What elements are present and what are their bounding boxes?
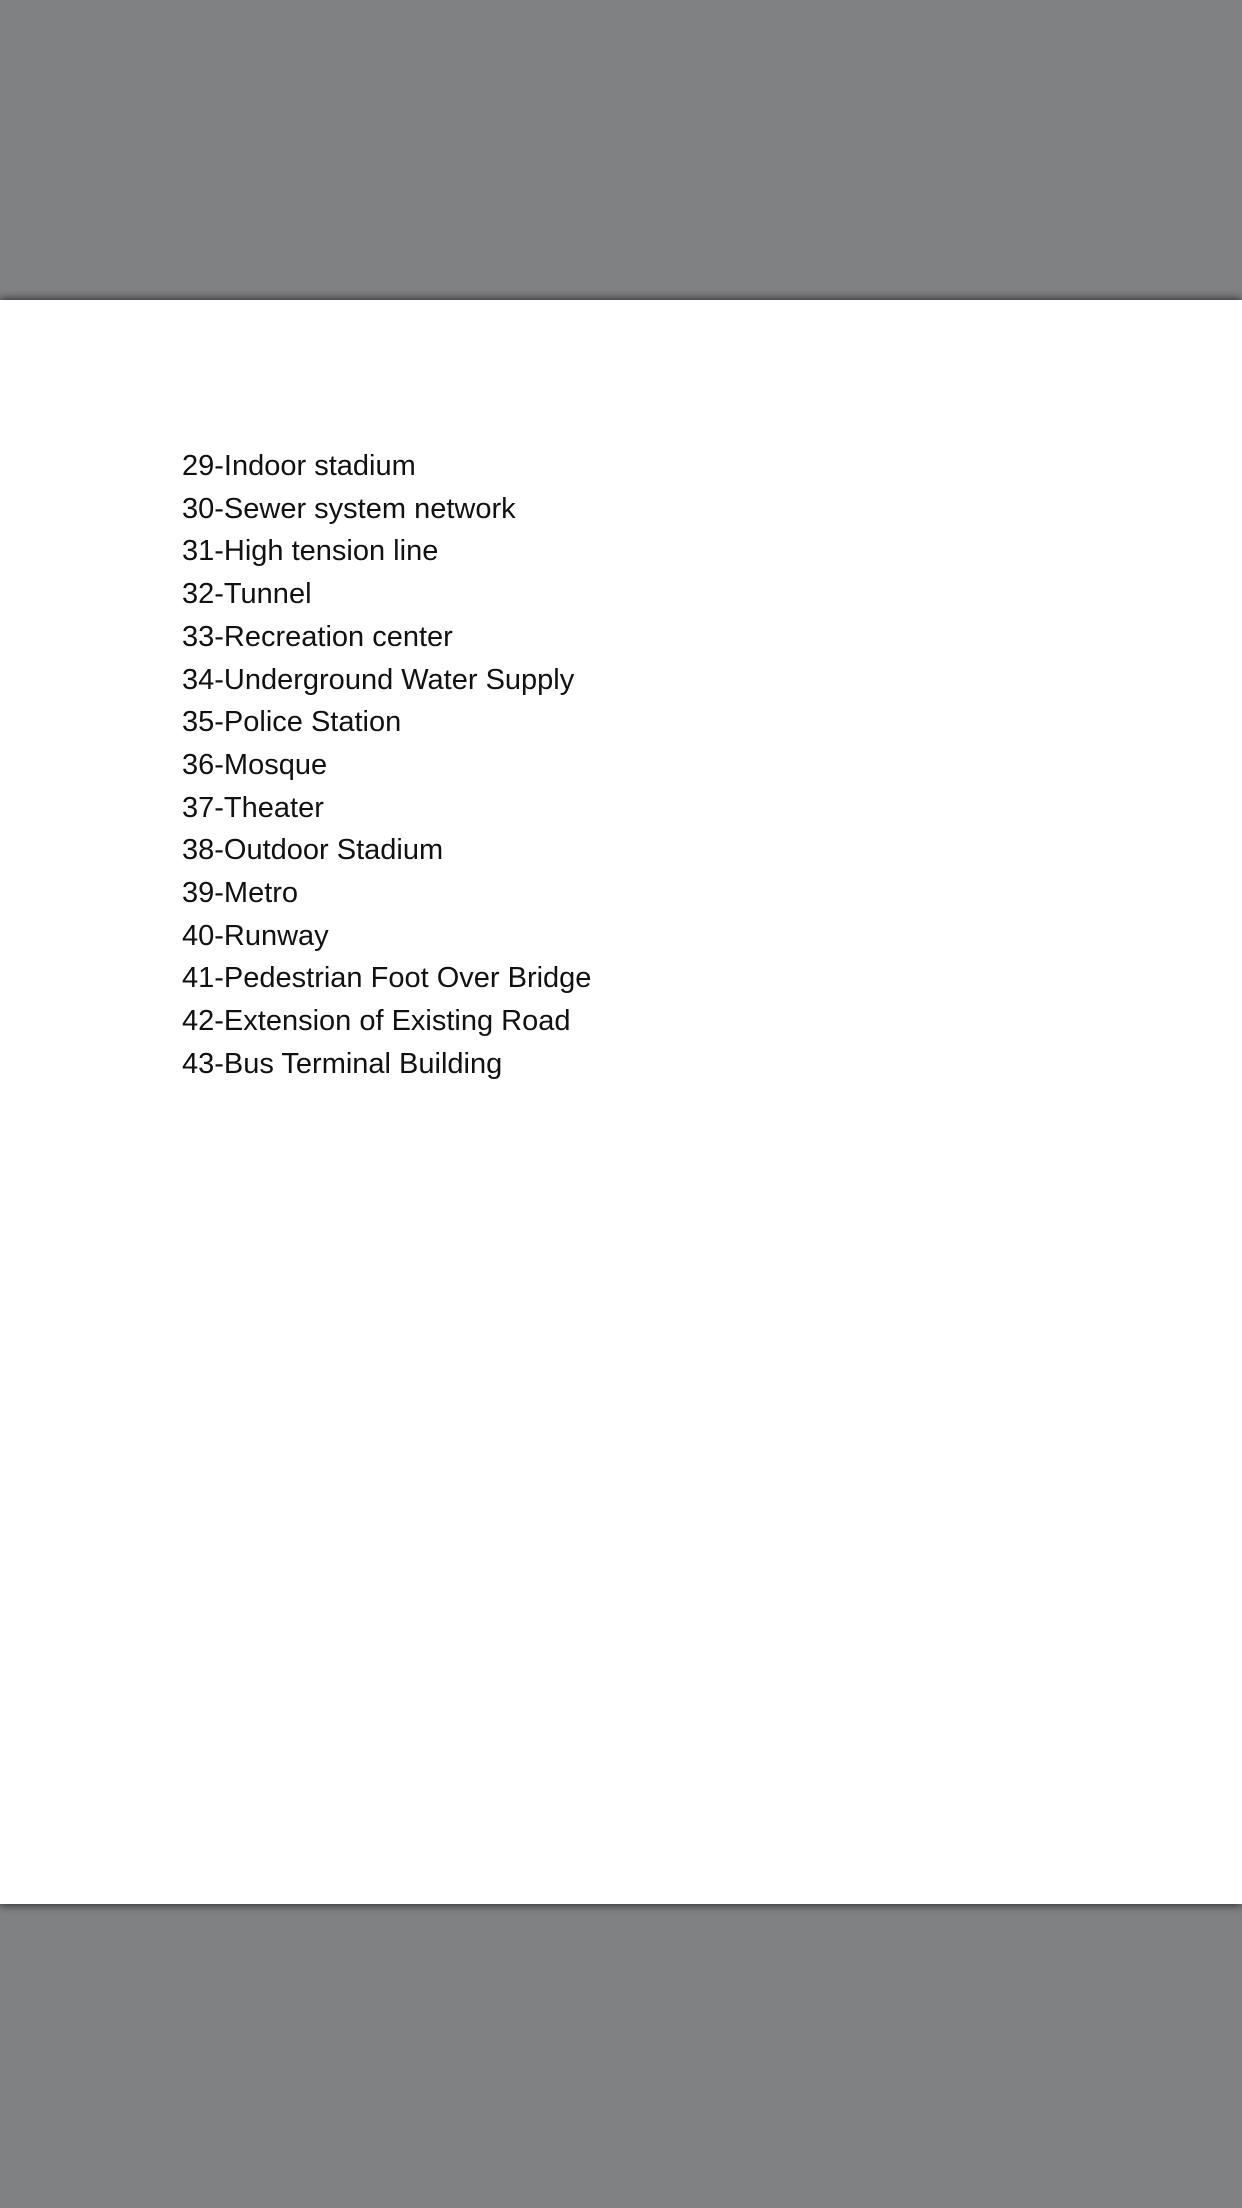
list-item: 43-Bus Terminal Building	[182, 1047, 503, 1080]
list-item: 40-Runway	[182, 919, 329, 952]
list-item: 41-Pedestrian Foot Over Bridge	[182, 962, 592, 995]
list-item: 32-Tunnel	[182, 578, 312, 611]
list-item: 37-Theater	[182, 791, 324, 824]
item-list	[182, 445, 591, 1086]
document-page[interactable]	[0, 300, 1242, 1904]
list-item: 29-Indoor stadium	[182, 450, 416, 482]
list-item: 36-Mosque	[182, 748, 328, 781]
list-item: 30-Sewer system network	[182, 492, 516, 525]
list-item: 33-Recreation center	[182, 620, 453, 653]
list-item: 34-Underground Water Supply	[182, 663, 575, 696]
list-item: 31-High tension line	[182, 535, 439, 568]
list-item: 35-Police Station	[182, 706, 402, 739]
list-item: 42-Extension of Existing Road	[182, 1005, 571, 1038]
list-item: 38-Outdoor Stadium	[182, 834, 444, 867]
list-item: 39-Metro	[182, 877, 299, 910]
